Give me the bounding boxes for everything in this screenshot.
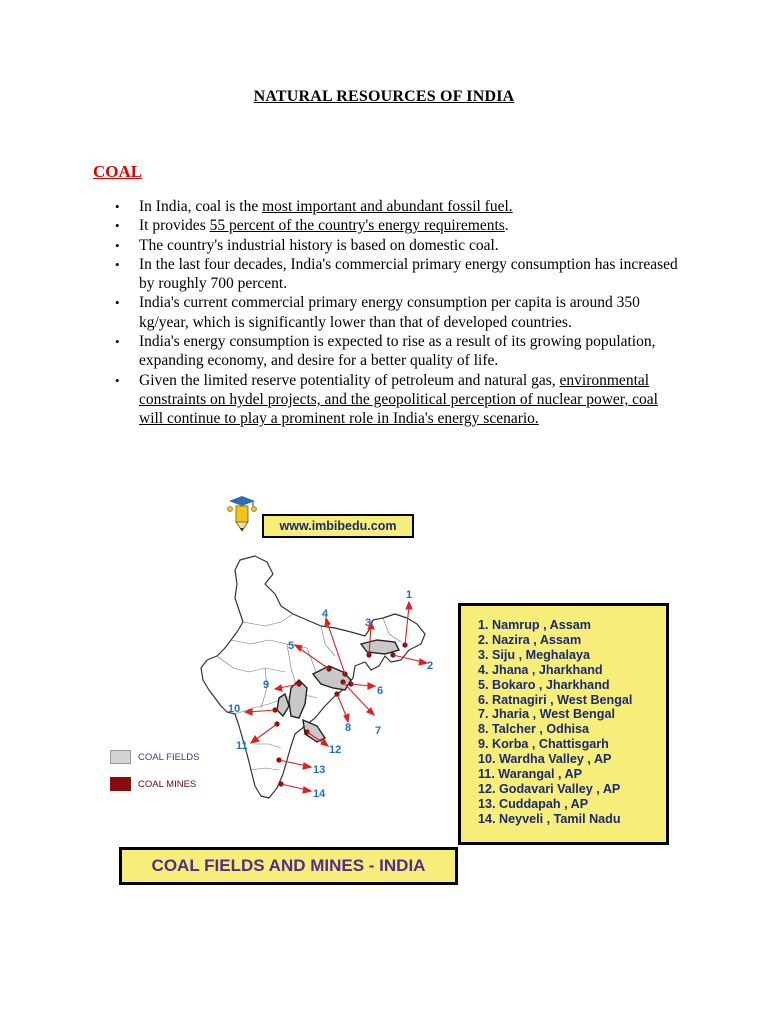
bullet-text: India's energy consumption is expected to rise as a result of its growing population, expanding economy, and desire for a better quality of life. <box>139 333 656 370</box>
map-number-label: 12 <box>329 744 342 756</box>
mine-list-item: 13. Cuddapah , AP <box>478 796 589 811</box>
bullet-item <box>93 236 683 255</box>
bullet-item <box>93 293 683 332</box>
mine-list-item: 10. Wardha Valley , AP <box>478 752 612 767</box>
legend-swatch-coal-mines <box>110 777 131 791</box>
bullet-text: . <box>504 217 509 235</box>
legend-label-coal-mines: COAL MINES <box>138 779 197 790</box>
map-number-label: 13 <box>313 764 326 776</box>
mine-list-item: 3. Siju , Meghalaya <box>478 647 590 662</box>
mine-list-item: 6. Ratnagiri , West Bengal <box>478 692 633 707</box>
bullet-dot-icon: • <box>115 237 120 253</box>
figure-caption: COAL FIELDS AND MINES - INDIA <box>119 847 458 885</box>
mine-list-item: 5. Bokaro , Jharkhand <box>478 677 610 692</box>
mine-list-item: 7. Jharia , West Bengal <box>478 707 615 722</box>
bullet-list <box>93 197 683 429</box>
pencil-logo-icon <box>226 496 258 532</box>
map-number-label: 8 <box>345 722 352 734</box>
map-number-label: 5 <box>288 640 295 652</box>
india-outline <box>201 556 425 798</box>
map-number-label: 14 <box>313 788 326 800</box>
bullet-dot-icon: • <box>115 334 120 350</box>
bullet-item <box>93 371 683 429</box>
mine-list-item: 9. Korba , Chattisgarh <box>478 737 609 752</box>
bullet-text-underlined: 55 percent of the country's energy requirements <box>209 217 505 235</box>
bullet-item <box>93 255 683 294</box>
mine-list-item: 8. Talcher , Odhisa <box>478 722 590 737</box>
map-number-label: 6 <box>377 685 384 697</box>
legend-swatch-coal-fields <box>110 750 131 764</box>
bullet-item <box>93 216 683 235</box>
mine-list-item: 11. Warangal , AP <box>478 767 583 782</box>
bullet-text-underlined: environmental constraints on hydel projects, and the geopolitical perception of nuclear power, coal will continue to play a prominent role in India's energy scenario. <box>139 371 658 428</box>
page-title: NATURAL RESOURCES OF INDIA <box>253 88 515 105</box>
mine-list-item: 12. Godavari Valley , AP <box>478 781 621 796</box>
map-number-label: 11 <box>236 740 248 752</box>
bullet-dot-icon: • <box>115 218 120 234</box>
section-heading-coal: COAL <box>93 162 143 181</box>
legend-label-coal-fields: COAL FIELDS <box>138 752 200 763</box>
bullet-text: India's current commercial primary energy consumption per capita is around 350 kg/year, which is significantly lower than that of developed countries. <box>139 294 640 331</box>
bullet-text: Given the limited reserve potentiality of petroleum and natural gas, <box>139 371 560 389</box>
map-number-label: 9 <box>263 679 270 691</box>
bullet-dot-icon: • <box>115 372 120 388</box>
bullet-dot-icon: • <box>115 199 120 214</box>
bullet-item <box>93 332 683 371</box>
map-number-label: 10 <box>228 703 241 715</box>
mine-list-item: 4. Jhana , Jharkhand <box>478 662 603 677</box>
bullet-text: The country's industrial history is based on domestic coal. <box>139 236 499 254</box>
india-coal-map <box>195 548 445 818</box>
bullet-text-underlined: most important and abundant fossil fuel. <box>262 198 513 215</box>
bullet-dot-icon: • <box>115 295 120 311</box>
map-number-label: 2 <box>427 660 434 672</box>
map-number-label: 1 <box>406 589 413 601</box>
map-number-label: 3 <box>365 617 372 629</box>
bullet-text: In the last four decades, India's commercial primary energy consumption has increased by roughly 700 percent. <box>139 255 678 293</box>
website-label-box: www.imbibedu.com <box>262 514 414 538</box>
mine-list-item: 14. Neyveli , Tamil Nadu <box>478 811 621 826</box>
bullet-text: It provides <box>139 217 210 235</box>
map-number-label: 4 <box>322 608 329 620</box>
mines-list-box <box>458 603 669 845</box>
bullet-dot-icon: • <box>115 256 120 272</box>
mine-list-item: 2. Nazira , Assam <box>478 632 582 647</box>
bullet-item <box>93 197 683 216</box>
mine-list-item: 1. Namrup , Assam <box>478 618 591 632</box>
map-number-label: 7 <box>375 725 382 737</box>
bullet-text: In India, coal is the <box>139 198 263 215</box>
